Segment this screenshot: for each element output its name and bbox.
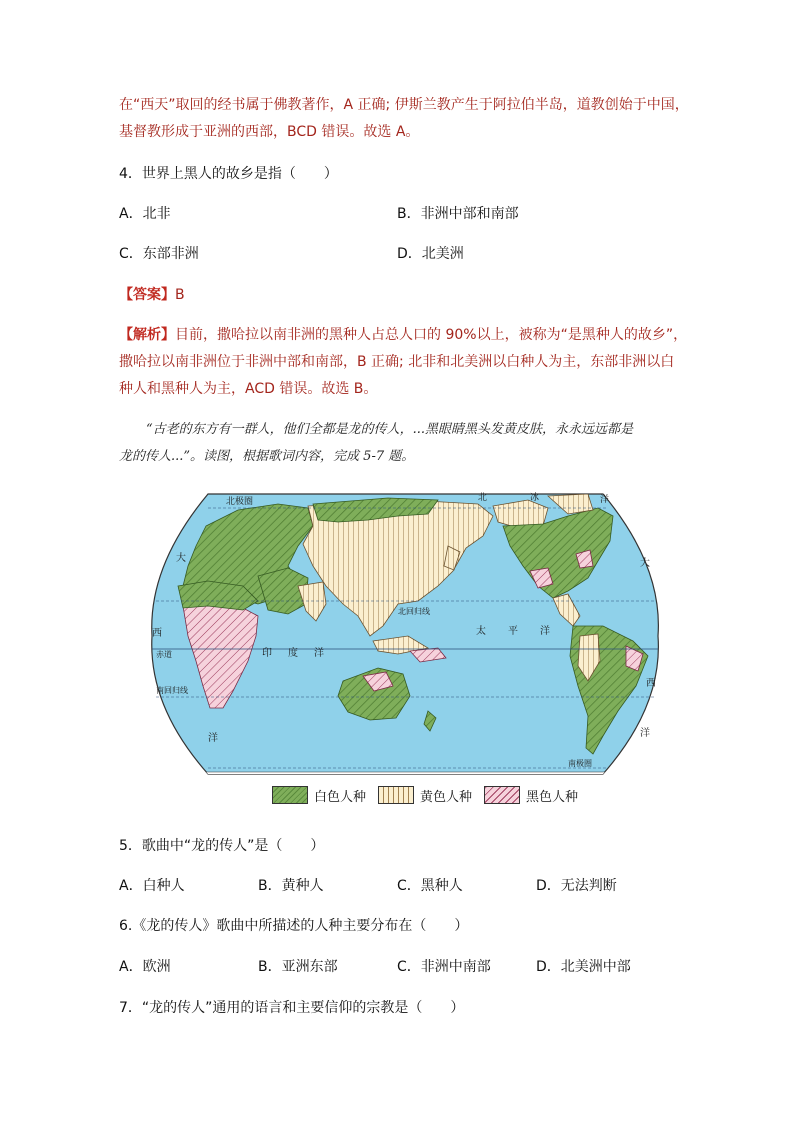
label-north-bing: 北 (478, 493, 488, 503)
legend-label-white: 白色人种 (314, 789, 367, 805)
label-tai: 太 (476, 626, 486, 637)
label-yang-top: 洋 (600, 495, 610, 505)
intro-line-2: 基督教形成于亚洲的西部，BCD 错误。故选 A。 (119, 124, 420, 140)
label-west: 西 (152, 628, 162, 639)
label-ping: 平 (508, 626, 518, 637)
legend-item-black (484, 786, 578, 805)
q5-option-b: B．黄种人 (258, 878, 324, 894)
label-da-left: 大 (176, 553, 186, 564)
map-legend (272, 784, 590, 806)
q5-stem: 5．歌曲中“龙的传人”是（ ） (119, 838, 325, 854)
q4-option-d: D．北美洲 (397, 246, 464, 262)
answer-label: 【答案】 (119, 287, 175, 303)
q5-option-a: A．白种人 (119, 878, 185, 894)
q4-answer (119, 285, 185, 305)
q6-option-a: A．欧洲 (119, 959, 171, 975)
q6-stem: 6.《龙的传人》歌曲中所描述的人种主要分布在（ ） (119, 918, 469, 934)
label-yang-right: 洋 (640, 728, 650, 739)
world-race-map (148, 486, 663, 781)
q7-stem: 7．“龙的传人”通用的语言和主要信仰的宗教是（ ） (119, 1000, 465, 1016)
q6-option-b: B．亚洲东部 (258, 959, 338, 975)
q5-option-c: C．黑种人 (397, 878, 463, 894)
label-xi-right: 西 (646, 678, 656, 689)
label-da-right: 大 (640, 558, 650, 569)
region-antarctica (158, 772, 653, 781)
label-arctic-circle: 北极圈 (226, 497, 254, 507)
q5-option-d: D．无法判断 (536, 878, 617, 894)
intro-line-1: 在“西天”取回的经书属于佛教著作，A 正确; 伊斯兰教产生于阿拉伯半岛，道教创始于中国， (119, 97, 689, 113)
label-equator: 赤道 (156, 650, 172, 659)
legend-item-white (272, 786, 366, 805)
analysis-text-1: 目前，撒哈拉以南非洲的黑种人占总人口的 90%以上，被称为“是黑种人的故乡”， (175, 327, 688, 343)
label-yang-bottom-left: 洋 (208, 733, 218, 744)
label-yang-pacific: 洋 (540, 626, 550, 637)
q4-option-c: C．东部非洲 (119, 246, 199, 262)
q4-analysis-line-2: 撒哈拉以南非洲位于非洲中部和南部，B 正确; 北非和北美洲以白种人为主，东部非洲以白 (119, 354, 675, 370)
label-antarctic-circle: 南极圈 (568, 759, 592, 768)
legend-swatch-yellow (378, 786, 414, 804)
legend-label-yellow: 黄色人种 (420, 789, 473, 805)
legend-swatch-black (484, 786, 520, 804)
q4-analysis-line-3: 种人和黑种人为主，ACD 错误。故选 B。 (119, 381, 378, 397)
q6-option-c: C．非洲中南部 (397, 959, 491, 975)
legend-item-yellow (378, 786, 472, 805)
answer-value: B (175, 287, 185, 303)
label-du: 度 (288, 648, 298, 659)
quote-line-2: 龙的传人...”。读图，根据歌词内容，完成 5-7 题。 (119, 449, 415, 464)
legend-swatch-white (272, 786, 308, 804)
label-yang-indian: 洋 (314, 648, 324, 659)
analysis-label: 【解析】 (119, 327, 175, 343)
label-tropic-capricorn: 南回归线 (156, 686, 188, 695)
q4-option-a: A．北非 (119, 206, 171, 222)
world-race-map-svg (148, 486, 663, 781)
q6-option-d: D．北美洲中部 (536, 959, 631, 975)
q4-stem: 4．世界上黑人的故乡是指（ ） (119, 166, 338, 182)
q4-analysis-line-1 (119, 325, 687, 345)
quote-line-1: “古老的东方有一群人，他们全都是龙的传人，...黑眼睛黑头发黄皮肤，永永远远都是 (146, 422, 634, 437)
label-yin: 印 (262, 648, 272, 659)
q4-option-b: B．非洲中部和南部 (397, 206, 519, 222)
legend-label-black: 黑色人种 (526, 789, 579, 805)
label-bing: 冰 (530, 493, 540, 503)
label-tropic-cancer: 北回归线 (398, 607, 430, 616)
